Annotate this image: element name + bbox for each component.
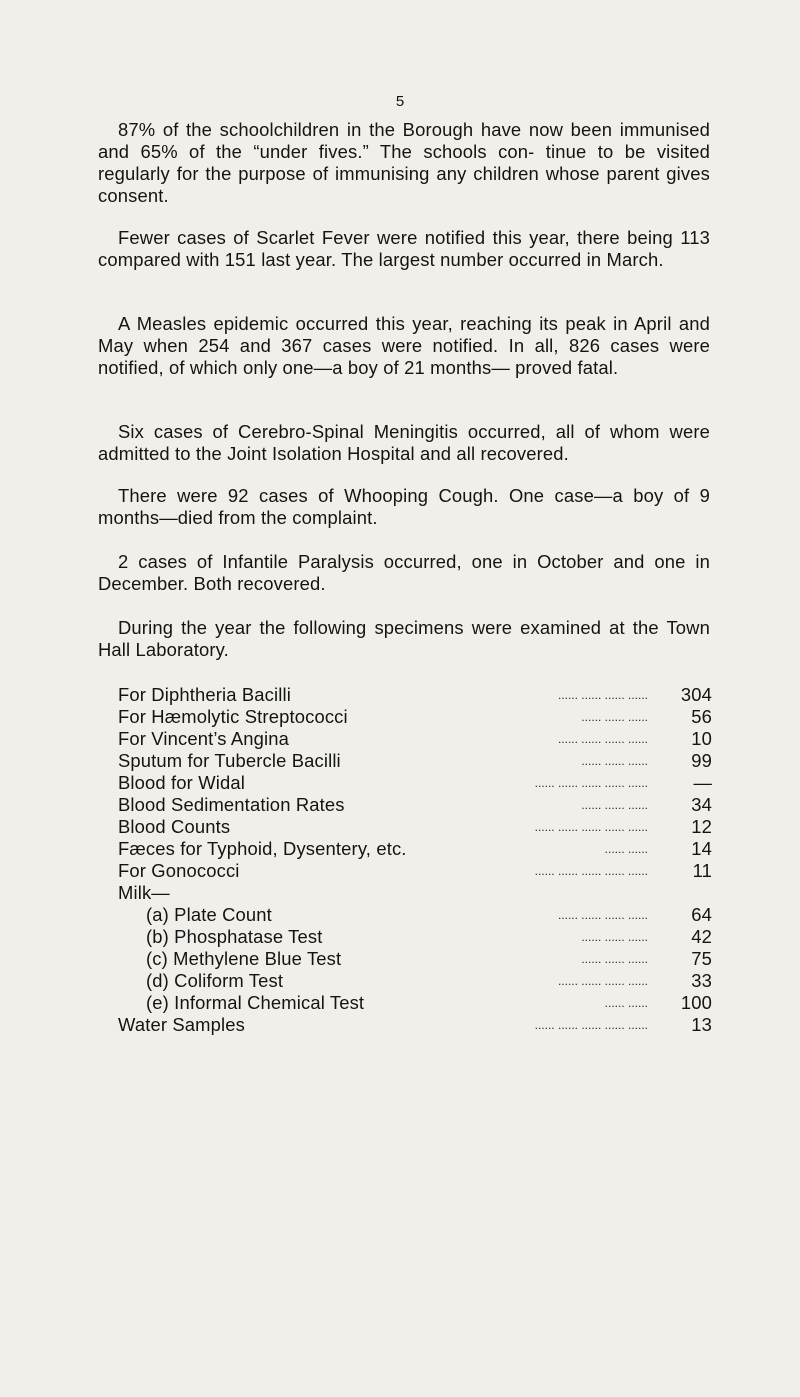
table-row	[118, 948, 712, 970]
dot-leader: ...... ...... ...... ......	[557, 732, 648, 746]
paragraph-scarlet-fever: Fewer cases of Scarlet Fever were notified this year, there being 113 compared with 151 last year. The largest number occurred in March.	[98, 227, 710, 270]
table-row	[118, 816, 712, 838]
dot-leader: ...... ...... ...... ...... ......	[534, 820, 648, 834]
specimen-count: 99	[691, 750, 712, 771]
specimen-count: 56	[691, 706, 712, 727]
specimen-count: 33	[691, 970, 712, 991]
specimen-count: 64	[691, 904, 712, 925]
table-row	[118, 992, 712, 1014]
paragraph-whooping-cough: There were 92 cases of Whooping Cough. One case—a boy of 9 months—died from the complaint.	[98, 485, 710, 528]
dot-leader: ...... ...... ...... ......	[557, 908, 648, 922]
specimen-label: (c) Methylene Blue Test	[146, 948, 342, 969]
specimen-count: 100	[680, 992, 712, 1013]
specimen-count: 304	[680, 684, 712, 705]
specimen-label: Blood Sedimentation Rates	[118, 794, 345, 815]
dot-leader: ...... ......	[604, 842, 648, 856]
paragraph-infantile-paralysis: 2 cases of Infantile Paralysis occurred, one in October and one in December. Both recovered.	[98, 551, 710, 594]
specimen-count: 75	[691, 948, 712, 969]
specimen-label: Sputum for Tubercle Bacilli	[118, 750, 341, 771]
dot-leader: ...... ...... ......	[581, 798, 648, 812]
table-row	[118, 904, 712, 926]
specimen-count: 13	[691, 1014, 712, 1035]
table-row	[118, 926, 712, 948]
specimen-table	[118, 684, 712, 1036]
table-row	[118, 970, 712, 992]
dot-leader: ...... ...... ......	[581, 930, 648, 944]
specimen-count: —	[693, 772, 712, 793]
specimen-label: For Diphtheria Bacilli	[118, 684, 291, 705]
table-row	[118, 750, 712, 772]
specimen-label: Fæces for Typhoid, Dysentery, etc.	[118, 838, 407, 859]
table-row	[118, 882, 712, 904]
dot-leader: ...... ......	[604, 996, 648, 1010]
specimen-count: 10	[691, 728, 712, 749]
paragraph-measles: A Measles epidemic occurred this year, reaching its peak in April and May when 254 and 367 cases were notified. In all, 826 cases were notified, of which only one—a boy of 21 months— proved fatal.	[98, 313, 710, 378]
specimen-count: 12	[691, 816, 712, 837]
page-number: 5	[395, 93, 405, 110]
table-row	[118, 1014, 712, 1036]
specimen-label: (a) Plate Count	[146, 904, 272, 925]
dot-leader: ...... ...... ......	[581, 754, 648, 768]
specimen-count: 42	[691, 926, 712, 947]
specimen-count: 14	[691, 838, 712, 859]
paragraph-laboratory-intro: During the year the following specimens were examined at the Town Hall Laboratory.	[98, 617, 710, 660]
specimen-label: Milk—	[118, 882, 170, 903]
dot-leader: ...... ...... ...... ......	[557, 974, 648, 988]
table-row	[118, 706, 712, 728]
dot-leader: ...... ...... ......	[581, 952, 648, 966]
specimen-count: 34	[691, 794, 712, 815]
dot-leader: ...... ...... ...... ...... ......	[534, 1018, 648, 1032]
specimen-label: For Gonococci	[118, 860, 240, 881]
specimen-label: (d) Coliform Test	[146, 970, 284, 991]
table-row	[118, 728, 712, 750]
dot-leader: ...... ...... ...... ......	[557, 688, 648, 702]
specimen-label: Blood Counts	[118, 816, 231, 837]
dot-leader: ...... ...... ...... ...... ......	[534, 776, 648, 790]
specimen-label: (e) Informal Chemical Test	[146, 992, 365, 1013]
dot-leader: ...... ...... ......	[581, 710, 648, 724]
paragraph-meningitis: Six cases of Cerebro-Spinal Meningitis occurred, all of whom were admitted to the Joint Isolation Hospital and all recovered.	[98, 421, 710, 464]
table-row	[118, 794, 712, 816]
table-row	[118, 772, 712, 794]
table-row	[118, 860, 712, 882]
table-row	[118, 838, 712, 860]
dot-leader: ...... ...... ...... ...... ......	[534, 864, 648, 878]
specimen-label: For Hæmolytic Streptococci	[118, 706, 348, 727]
specimen-label: Blood for Widal	[118, 772, 245, 793]
paragraph-immunisation: 87% of the schoolchildren in the Borough have now been immunised and 65% of the “under fives.” The schools con- tinue to be visited regularly for the purpose of immunising any children whose parent gives consent.	[98, 119, 710, 206]
specimen-count: 11	[692, 860, 712, 881]
specimen-label: For Vincent’s Angina	[118, 728, 290, 749]
table-row	[118, 684, 712, 706]
specimen-label: (b) Phosphatase Test	[146, 926, 323, 947]
specimen-label: Water Samples	[118, 1014, 245, 1035]
